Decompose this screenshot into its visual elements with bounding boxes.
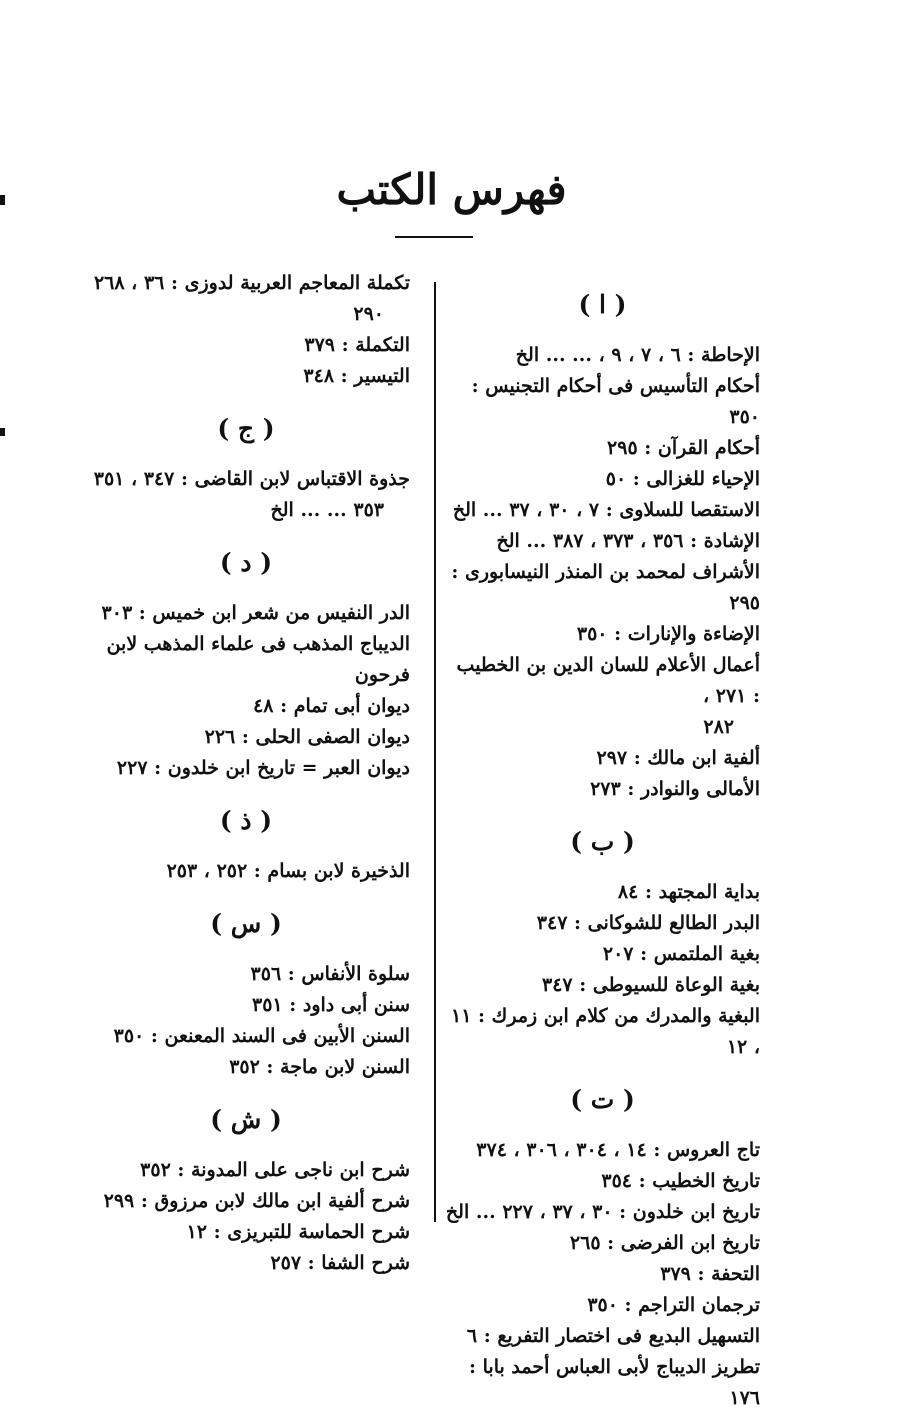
index-entry: جذوة الاقتباس لابن القاضى : ٣٤٧ ، ٣٥١ <box>93 468 410 490</box>
index-entry: الإحياء للغزالى : ٥٠ <box>605 468 760 490</box>
index-section-dal <box>82 532 410 784</box>
index-section-ta-continued <box>82 268 410 392</box>
index-entry: بداية المجتهد : ٨٤ <box>617 881 760 903</box>
index-entry: التكملة : ٣٧٩ <box>304 334 410 356</box>
index-entry-continuation: ٢٨٢ <box>703 716 734 738</box>
index-entry: الدر النفيس من شعر ابن خميس : ٣٠٣ <box>101 602 410 624</box>
index-entry-continuation: ٣٥٣ ... ... الخ <box>270 499 384 521</box>
section-heading: ( س ) <box>210 909 282 938</box>
index-entry: تاريخ الخطيب : ٣٥٤ <box>601 1170 760 1192</box>
section-heading: ( ذ ) <box>219 806 273 835</box>
index-entry: أحكام القرآن : ٢٩٥ <box>607 437 760 459</box>
index-entry: بغية الوعاة للسيوطى : ٣٤٧ <box>542 974 760 996</box>
index-entry: الأمالى والنوادر : ٢٧٣ <box>590 778 760 800</box>
index-entry: السنن لابن ماجة : ٣٥٢ <box>229 1056 410 1078</box>
index-entry: البدر الطالع للشوكانى : ٣٤٧ <box>536 912 760 934</box>
index-entry: شرح ابن ناجى على المدونة : ٣٥٢ <box>140 1159 410 1181</box>
index-section-dhal <box>82 790 410 887</box>
index-entry: تاج العروس : ١٤ ، ٣٠٤ ، ٣٠٦ ، ٣٧٤ <box>476 1139 760 1161</box>
index-entry: التسهيل البديع فى اختصار التفريع : ٦ <box>466 1325 760 1347</box>
index-entry: شرح ألفية ابن مالك لابن مرزوق : ٢٩٩ <box>103 1190 410 1212</box>
index-entry: التحفة : ٣٧٩ <box>660 1263 760 1285</box>
index-entry: الإشادة : ٣٥٦ ، ٣٧٣ ، ٣٨٧ ... الخ <box>496 530 760 552</box>
section-heading: ( ج ) <box>217 414 275 443</box>
section-heading: ( د ) <box>219 548 273 577</box>
index-entry: أحكام التأسيس فى أحكام التجنيس : ٣٥٠ <box>471 375 760 428</box>
index-section-sin <box>82 893 410 1083</box>
index-entry: الذخيرة لابن بسام : ٢٥٢ ، ٢٥٣ <box>166 860 410 882</box>
index-entry: الديباج المذهب فى علماء المذهب لابن فرحون <box>106 633 410 686</box>
section-heading: ( ا ) <box>578 290 627 319</box>
index-entry: أعمال الأعلام للسان الدين بن الخطيب : ٢٧١ ، <box>456 654 760 707</box>
index-entry: التيسير : ٣٤٨ <box>303 365 410 387</box>
index-entry: ديوان الصفى الحلى : ٢٢٦ <box>204 726 410 748</box>
index-entry: البغية والمدرك من كلام ابن زمرك : ١١ ، ١٢ <box>451 1005 760 1058</box>
index-entry: تكملة المعاجم العربية لدوزى : ٣٦ ، ٢٦٨ <box>93 272 410 294</box>
index-entry-continuation: ٢٩٠ <box>353 303 384 325</box>
index-entry: بغية الملتمس : ٢٠٧ <box>602 943 760 965</box>
index-entry: السنن الأبين فى السند المعنعن : ٣٥٠ <box>113 1025 410 1047</box>
index-section-shin <box>82 1089 410 1279</box>
index-section-ta <box>445 1069 760 1414</box>
section-heading: ( ب ) <box>570 827 635 856</box>
index-entry: شرح الشفا : ٢٥٧ <box>270 1252 410 1274</box>
section-heading: ( ت ) <box>570 1085 635 1114</box>
margin-mark <box>0 428 5 436</box>
index-section-ba <box>445 811 760 1063</box>
index-entry: ديوان أبى تمام : ٤٨ <box>253 695 410 717</box>
index-entry: شرح الحماسة للتبريزى : ١٢ <box>186 1221 410 1243</box>
index-entry: الأشراف لمحمد بن المنذر النيسابورى : ٢٩٥ <box>451 561 760 614</box>
section-heading: ( ش ) <box>210 1105 282 1134</box>
index-column-left <box>82 268 410 1279</box>
index-entry: سلوة الأنفاس : ٣٥٦ <box>250 963 410 985</box>
column-divider <box>434 282 436 1222</box>
page-title: فهرس الكتب <box>336 165 567 214</box>
index-section-alif <box>445 274 760 805</box>
title-rule <box>395 236 473 238</box>
index-entry: الاستقصا للسلاوى : ٧ ، ٣٠ ، ٣٧ ... الخ <box>452 499 760 521</box>
index-entry: الإحاطة : ٦ ، ٧ ، ٩ ، ... ... الخ <box>515 344 760 366</box>
index-column-right <box>445 268 760 1414</box>
index-entry: الإضاءة والإنارات : ٣٥٠ <box>576 623 760 645</box>
index-entry: ألفية ابن مالك : ٢٩٧ <box>596 747 760 769</box>
index-entry: ديوان العبر = تاريخ ابن خلدون : ٢٢٧ <box>116 757 410 779</box>
index-entry: تاريخ ابن خلدون : ٣٠ ، ٣٧ ، ٢٢٧ ... الخ <box>445 1201 760 1223</box>
index-entry: سنن أبى داود : ٣٥١ <box>252 994 410 1016</box>
index-entry: تاريخ ابن الفرضى : ٢٦٥ <box>569 1232 760 1254</box>
index-section-jim <box>82 398 410 526</box>
margin-mark <box>0 195 5 205</box>
index-entry: تطريز الديباج لأبى العباس أحمد بابا : ١٧٦ <box>469 1356 760 1409</box>
index-entry: ترجمان التراجم : ٣٥٠ <box>587 1294 760 1316</box>
